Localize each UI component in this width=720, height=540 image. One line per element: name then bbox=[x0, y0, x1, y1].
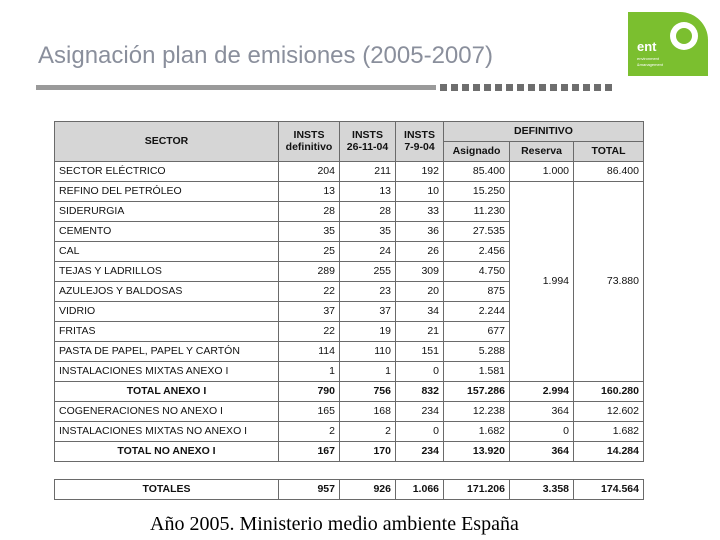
table-row bbox=[55, 182, 644, 202]
row-insts-26-11-04: 168 bbox=[340, 402, 396, 422]
row-insts-definitivo: 25 bbox=[279, 242, 340, 262]
row-asignado: 15.250 bbox=[444, 182, 510, 202]
row-insts-definitivo: 13 bbox=[279, 182, 340, 202]
logo-text: ent bbox=[637, 39, 657, 54]
row-asignado: 2.244 bbox=[444, 302, 510, 322]
row-reserva: 2.994 bbox=[510, 382, 574, 402]
row-asignado: 27.535 bbox=[444, 222, 510, 242]
row-asignado: 85.400 bbox=[444, 162, 510, 182]
row-sector: TOTAL ANEXO I bbox=[55, 382, 279, 402]
total-no-anexo-row bbox=[55, 442, 644, 462]
row-insts-26-11-04: 37 bbox=[340, 302, 396, 322]
row-asignado: 13.920 bbox=[444, 442, 510, 462]
row-total: 86.400 bbox=[574, 162, 644, 182]
row-insts-definitivo: 957 bbox=[279, 480, 340, 500]
row-asignado: 875 bbox=[444, 282, 510, 302]
emissions-table bbox=[54, 121, 643, 462]
row-insts-7-9-04: 234 bbox=[396, 402, 444, 422]
header-reserva: Reserva bbox=[510, 142, 574, 162]
logo-subtext-2: &management bbox=[637, 62, 664, 67]
header-sector: SECTOR bbox=[55, 122, 279, 162]
row-total: 174.564 bbox=[574, 480, 644, 500]
row-reserva: 364 bbox=[510, 442, 574, 462]
row-total: 160.280 bbox=[574, 382, 644, 402]
title-dotted-rule bbox=[440, 84, 620, 91]
row-sector: INSTALACIONES MIXTAS ANEXO I bbox=[55, 362, 279, 382]
row-insts-definitivo: 35 bbox=[279, 222, 340, 242]
row-total: 14.284 bbox=[574, 442, 644, 462]
row-insts-26-11-04: 926 bbox=[340, 480, 396, 500]
header-asignado: Asignado bbox=[444, 142, 510, 162]
logo-subtext-1: environment bbox=[637, 56, 660, 61]
row-insts-26-11-04: 170 bbox=[340, 442, 396, 462]
row-sector: FRITAS bbox=[55, 322, 279, 342]
row-sector: INSTALACIONES MIXTAS NO ANEXO I bbox=[55, 422, 279, 442]
row-insts-7-9-04: 10 bbox=[396, 182, 444, 202]
row-asignado: 5.288 bbox=[444, 342, 510, 362]
row-insts-26-11-04: 19 bbox=[340, 322, 396, 342]
row-insts-7-9-04: 34 bbox=[396, 302, 444, 322]
row-insts-definitivo: 790 bbox=[279, 382, 340, 402]
row-insts-definitivo: 22 bbox=[279, 322, 340, 342]
merged-total: 73.880 bbox=[574, 182, 644, 382]
header-insts-7-9-04: INSTS 7-9-04 bbox=[396, 122, 444, 162]
row-insts-definitivo: 289 bbox=[279, 262, 340, 282]
header-insts-definitivo: INSTS definitivo bbox=[279, 122, 340, 162]
row-sector: AZULEJOS Y BALDOSAS bbox=[55, 282, 279, 302]
totals-table bbox=[54, 479, 643, 500]
row-asignado: 171.206 bbox=[444, 480, 510, 500]
tree-icon bbox=[670, 22, 698, 50]
row-insts-26-11-04: 28 bbox=[340, 202, 396, 222]
row-insts-definitivo: 165 bbox=[279, 402, 340, 422]
row-insts-7-9-04: 832 bbox=[396, 382, 444, 402]
row-asignado: 11.230 bbox=[444, 202, 510, 222]
row-insts-26-11-04: 23 bbox=[340, 282, 396, 302]
merged-reserva: 1.994 bbox=[510, 182, 574, 382]
row-insts-7-9-04: 0 bbox=[396, 422, 444, 442]
page-title: Asignación plan de emisiones (2005-2007) bbox=[38, 42, 493, 69]
row-asignado: 4.750 bbox=[444, 262, 510, 282]
row-insts-7-9-04: 36 bbox=[396, 222, 444, 242]
row-sector: CEMENTO bbox=[55, 222, 279, 242]
row-insts-26-11-04: 35 bbox=[340, 222, 396, 242]
row-insts-26-11-04: 110 bbox=[340, 342, 396, 362]
row-asignado: 677 bbox=[444, 322, 510, 342]
row-insts-26-11-04: 211 bbox=[340, 162, 396, 182]
row-sector: SIDERURGIA bbox=[55, 202, 279, 222]
row-insts-26-11-04: 1 bbox=[340, 362, 396, 382]
row-sector: CAL bbox=[55, 242, 279, 262]
row-insts-definitivo: 204 bbox=[279, 162, 340, 182]
header-total: TOTAL bbox=[574, 142, 644, 162]
table-row bbox=[55, 402, 644, 422]
row-asignado: 2.456 bbox=[444, 242, 510, 262]
row-sector: TOTALES bbox=[55, 480, 279, 500]
row-insts-definitivo: 114 bbox=[279, 342, 340, 362]
table-row bbox=[55, 162, 644, 182]
row-insts-7-9-04: 20 bbox=[396, 282, 444, 302]
row-insts-7-9-04: 0 bbox=[396, 362, 444, 382]
row-total: 1.682 bbox=[574, 422, 644, 442]
title-underline bbox=[36, 85, 436, 90]
row-insts-7-9-04: 33 bbox=[396, 202, 444, 222]
row-reserva: 1.000 bbox=[510, 162, 574, 182]
totales-row bbox=[55, 480, 644, 500]
row-insts-7-9-04: 192 bbox=[396, 162, 444, 182]
row-sector: COGENERACIONES NO ANEXO I bbox=[55, 402, 279, 422]
row-insts-definitivo: 37 bbox=[279, 302, 340, 322]
row-insts-definitivo: 22 bbox=[279, 282, 340, 302]
row-sector: TEJAS Y LADRILLOS bbox=[55, 262, 279, 282]
row-sector: SECTOR ELÉCTRICO bbox=[55, 162, 279, 182]
row-sector: REFINO DEL PETRÓLEO bbox=[55, 182, 279, 202]
row-insts-definitivo: 1 bbox=[279, 362, 340, 382]
row-insts-26-11-04: 13 bbox=[340, 182, 396, 202]
row-insts-definitivo: 167 bbox=[279, 442, 340, 462]
source-caption: Año 2005. Ministerio medio ambiente España bbox=[150, 513, 519, 535]
row-insts-26-11-04: 255 bbox=[340, 262, 396, 282]
row-reserva: 3.358 bbox=[510, 480, 574, 500]
row-insts-definitivo: 28 bbox=[279, 202, 340, 222]
row-asignado: 157.286 bbox=[444, 382, 510, 402]
total-anexo-row bbox=[55, 382, 644, 402]
row-insts-26-11-04: 24 bbox=[340, 242, 396, 262]
row-insts-7-9-04: 151 bbox=[396, 342, 444, 362]
row-total: 12.602 bbox=[574, 402, 644, 422]
row-reserva: 364 bbox=[510, 402, 574, 422]
row-insts-definitivo: 2 bbox=[279, 422, 340, 442]
row-sector: VIDRIO bbox=[55, 302, 279, 322]
ent-logo bbox=[628, 12, 708, 76]
row-sector: PASTA DE PAPEL, PAPEL Y CARTÓN bbox=[55, 342, 279, 362]
row-insts-7-9-04: 21 bbox=[396, 322, 444, 342]
row-insts-7-9-04: 1.066 bbox=[396, 480, 444, 500]
row-asignado: 1.682 bbox=[444, 422, 510, 442]
row-sector: TOTAL NO ANEXO I bbox=[55, 442, 279, 462]
row-asignado: 12.238 bbox=[444, 402, 510, 422]
header-insts-26-11-04: INSTS 26-11-04 bbox=[340, 122, 396, 162]
row-asignado: 1.581 bbox=[444, 362, 510, 382]
row-insts-26-11-04: 756 bbox=[340, 382, 396, 402]
row-insts-7-9-04: 309 bbox=[396, 262, 444, 282]
header-definitivo: DEFINITIVO bbox=[444, 122, 644, 142]
row-insts-7-9-04: 234 bbox=[396, 442, 444, 462]
row-reserva: 0 bbox=[510, 422, 574, 442]
row-insts-26-11-04: 2 bbox=[340, 422, 396, 442]
table-row bbox=[55, 422, 644, 442]
row-insts-7-9-04: 26 bbox=[396, 242, 444, 262]
